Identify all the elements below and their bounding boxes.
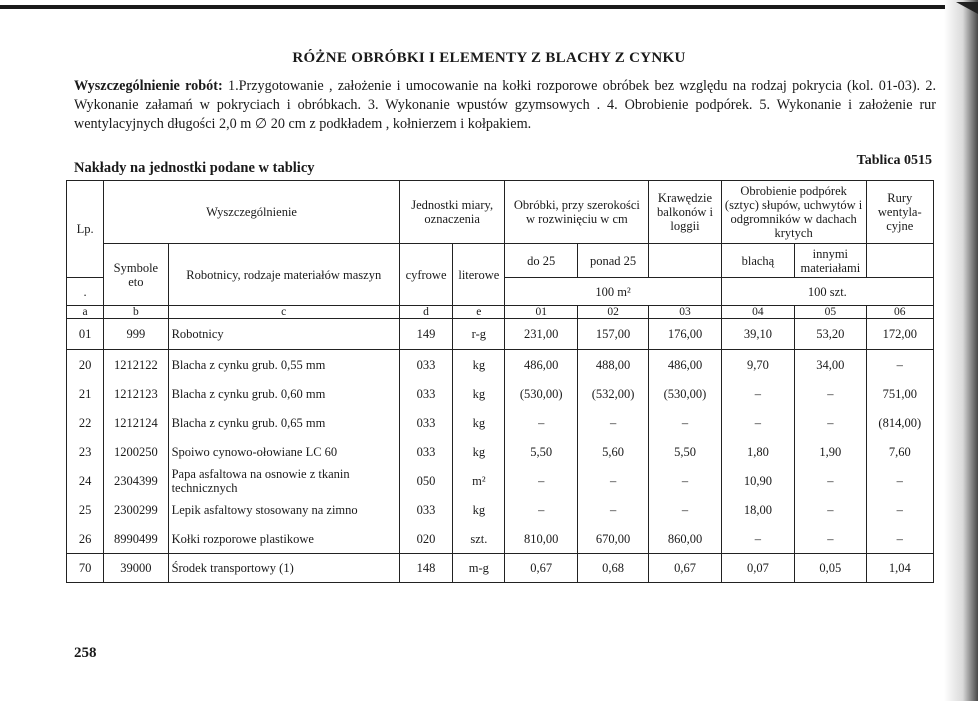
column-letter: d <box>399 306 452 319</box>
table-row <box>67 495 934 524</box>
table-cell: r-g <box>453 319 505 350</box>
page-number: 258 <box>74 645 97 661</box>
table-cell: (532,00) <box>577 379 648 408</box>
description-label: Wyszczególnienie robót: <box>74 78 223 94</box>
column-letter: c <box>168 306 399 319</box>
table-cell: – <box>505 495 577 524</box>
table-cell: 23 <box>67 437 104 466</box>
column-letter: 06 <box>866 306 933 319</box>
table-cell: (814,00) <box>866 408 933 437</box>
table-cell: 7,60 <box>866 437 933 466</box>
column-letters-row <box>67 306 934 319</box>
table-cell: 033 <box>399 408 452 437</box>
table-cell: – <box>866 466 933 495</box>
table-cell: 8990499 <box>104 524 168 554</box>
unit-100szt: 100 szt. <box>721 278 933 306</box>
table-cell: – <box>649 466 721 495</box>
table-cell: 21 <box>67 379 104 408</box>
table-cell: 1,90 <box>795 437 866 466</box>
header-lp: Lp. <box>67 181 104 278</box>
column-letter: b <box>104 306 168 319</box>
table-cell: – <box>795 408 866 437</box>
header-obrobienie: Obrobienie podpórek (sztyc) słupów, uchwytów i odgromników w dachach krytych <box>721 181 866 244</box>
page-corner <box>956 2 978 14</box>
table-cell: 9,70 <box>721 350 794 380</box>
table-cell: 22 <box>67 408 104 437</box>
table-cell: 53,20 <box>795 319 866 350</box>
column-letter: a <box>67 306 104 319</box>
table-cell: 486,00 <box>649 350 721 380</box>
table-row <box>67 319 934 350</box>
table-cell: 148 <box>399 554 452 583</box>
table-cell: 860,00 <box>649 524 721 554</box>
table-cell: 172,00 <box>866 319 933 350</box>
header-dot: . <box>67 278 104 306</box>
table-cell: 0,68 <box>577 554 648 583</box>
table-cell: 486,00 <box>505 350 577 380</box>
column-letter: 02 <box>577 306 648 319</box>
table-cell: – <box>505 466 577 495</box>
table-cell: 999 <box>104 319 168 350</box>
unit-100m2: 100 m² <box>505 278 721 306</box>
table-cell: 0,67 <box>649 554 721 583</box>
table-row <box>67 350 934 380</box>
table-row <box>67 408 934 437</box>
table-cell: kg <box>453 495 505 524</box>
table-cell: 39000 <box>104 554 168 583</box>
table-cell: 033 <box>399 350 452 380</box>
table-cell: Blacha z cynku grub. 0,60 mm <box>168 379 399 408</box>
table-cell: Lepik asfaltowy stosowany na zimno <box>168 495 399 524</box>
table-cell: szt. <box>453 524 505 554</box>
table-cell: 050 <box>399 466 452 495</box>
table-cell: 670,00 <box>577 524 648 554</box>
table-cell: kg <box>453 350 505 380</box>
table-cell: – <box>577 466 648 495</box>
table-cell: 24 <box>67 466 104 495</box>
table-cell: m-g <box>453 554 505 583</box>
table-cell: 26 <box>67 524 104 554</box>
table-cell: 1,04 <box>866 554 933 583</box>
table-cell: 5,50 <box>649 437 721 466</box>
header-rury: Rury wentyla-cyjne <box>866 181 933 244</box>
table-cell: – <box>577 495 648 524</box>
table-cell: – <box>866 495 933 524</box>
table-cell: 1212123 <box>104 379 168 408</box>
table-cell: 25 <box>67 495 104 524</box>
table-row <box>67 437 934 466</box>
table-cell: 149 <box>399 319 452 350</box>
table-row <box>67 466 934 495</box>
table-cell: 5,50 <box>505 437 577 466</box>
table-cell: 0,67 <box>505 554 577 583</box>
table-cell: 157,00 <box>577 319 648 350</box>
table-cell: – <box>721 524 794 554</box>
column-letter: 05 <box>795 306 866 319</box>
table-cell: 0,07 <box>721 554 794 583</box>
table-cell: 34,00 <box>795 350 866 380</box>
table-cell: 231,00 <box>505 319 577 350</box>
table-cell: Kołki rozporowe plastikowe <box>168 524 399 554</box>
table-cell: – <box>866 524 933 554</box>
table-cell: 2304399 <box>104 466 168 495</box>
table-cell: 1,80 <box>721 437 794 466</box>
naklady-heading: Nakłady na jednostki podane w tablicy <box>74 160 315 176</box>
table-cell: 1200250 <box>104 437 168 466</box>
header-ponad25: ponad 25 <box>577 244 648 278</box>
table-cell: – <box>795 379 866 408</box>
header-robotnicy: Robotnicy, rodzaje materiałów maszyn <box>168 244 399 306</box>
table-cell: 176,00 <box>649 319 721 350</box>
table-cell: 033 <box>399 379 452 408</box>
norms-table <box>66 180 934 583</box>
table-cell: 5,60 <box>577 437 648 466</box>
header-krawedzie: Krawędzie balkonów i loggii <box>649 181 721 244</box>
table-cell: 20 <box>67 350 104 380</box>
table-cell: 2300299 <box>104 495 168 524</box>
table-cell: 810,00 <box>505 524 577 554</box>
table-cell: Papa asfaltowa na osnowie z tkanin technicznych <box>168 466 399 495</box>
page-title: RÓŻNE OBRÓBKI I ELEMENTY Z BLACHY Z CYNKU <box>292 50 686 66</box>
table-cell: 10,90 <box>721 466 794 495</box>
description-text: 1.Przygotowanie , założenie i umocowanie na kołki rozporowe obróbek bez względu na rodzaj pokrycia (kol. 01-03). 2. Wykonanie załamań w pokryciach i obróbkach. 3. Wykonanie wpustów gzymsowych . 4. Obrobienie podpórek. 5. Wykonanie i założenie rur wentylacyjnych długości 2,0 m ∅ 20 cm z podkładem , kołnierzem i kołpakiem. <box>74 78 936 132</box>
column-letter: 03 <box>649 306 721 319</box>
table-cell: – <box>649 495 721 524</box>
table-cell: 18,00 <box>721 495 794 524</box>
table-cell: kg <box>453 437 505 466</box>
table-cell: – <box>505 408 577 437</box>
table-cell: – <box>721 408 794 437</box>
table-cell: 0,05 <box>795 554 866 583</box>
table-cell: Środek transportowy (1) <box>168 554 399 583</box>
header-obrobki: Obróbki, przy szerokości w rozwinięciu w cm <box>505 181 649 244</box>
header-wyszczegolnienie: Wyszczególnienie <box>104 181 400 244</box>
work-description <box>74 77 936 134</box>
table-cell: kg <box>453 379 505 408</box>
table-cell: Spoiwo cynowo-ołowiane LC 60 <box>168 437 399 466</box>
table-row <box>67 379 934 408</box>
table-cell: 751,00 <box>866 379 933 408</box>
table-cell: 033 <box>399 495 452 524</box>
table-cell: (530,00) <box>505 379 577 408</box>
table-cell: – <box>721 379 794 408</box>
table-cell: 39,10 <box>721 319 794 350</box>
table-cell: – <box>795 466 866 495</box>
table-row <box>67 524 934 554</box>
header-innymi: innymi materiałami <box>795 244 866 278</box>
table-cell: – <box>649 408 721 437</box>
table-cell: (530,00) <box>649 379 721 408</box>
table-cell: 1212124 <box>104 408 168 437</box>
header-literowe: literowe <box>453 244 505 306</box>
page-edge-shadow <box>944 0 978 701</box>
table-cell: 020 <box>399 524 452 554</box>
column-letter: 04 <box>721 306 794 319</box>
table-cell: – <box>866 350 933 380</box>
table-cell: – <box>795 524 866 554</box>
table-cell: Blacha z cynku grub. 0,55 mm <box>168 350 399 380</box>
table-cell: kg <box>453 408 505 437</box>
table-cell: 1212122 <box>104 350 168 380</box>
table-number: Tablica 0515 <box>856 153 932 168</box>
header-symbole: Symbole eto <box>104 244 168 306</box>
table-cell: Blacha z cynku grub. 0,65 mm <box>168 408 399 437</box>
table-row <box>67 554 934 583</box>
header-do25: do 25 <box>505 244 577 278</box>
table-cell: 033 <box>399 437 452 466</box>
top-rule <box>0 5 945 9</box>
header-cyfrowe: cyfrowe <box>399 244 452 306</box>
table-cell: 01 <box>67 319 104 350</box>
header-jednostki: Jednostki miary, oznaczenia <box>399 181 505 244</box>
column-letter: e <box>453 306 505 319</box>
table-cell: 70 <box>67 554 104 583</box>
header-blacha: blachą <box>721 244 794 278</box>
table-cell: Robotnicy <box>168 319 399 350</box>
table-cell: m² <box>453 466 505 495</box>
table-cell: – <box>577 408 648 437</box>
table-cell: 488,00 <box>577 350 648 380</box>
table-cell: – <box>795 495 866 524</box>
column-letter: 01 <box>505 306 577 319</box>
